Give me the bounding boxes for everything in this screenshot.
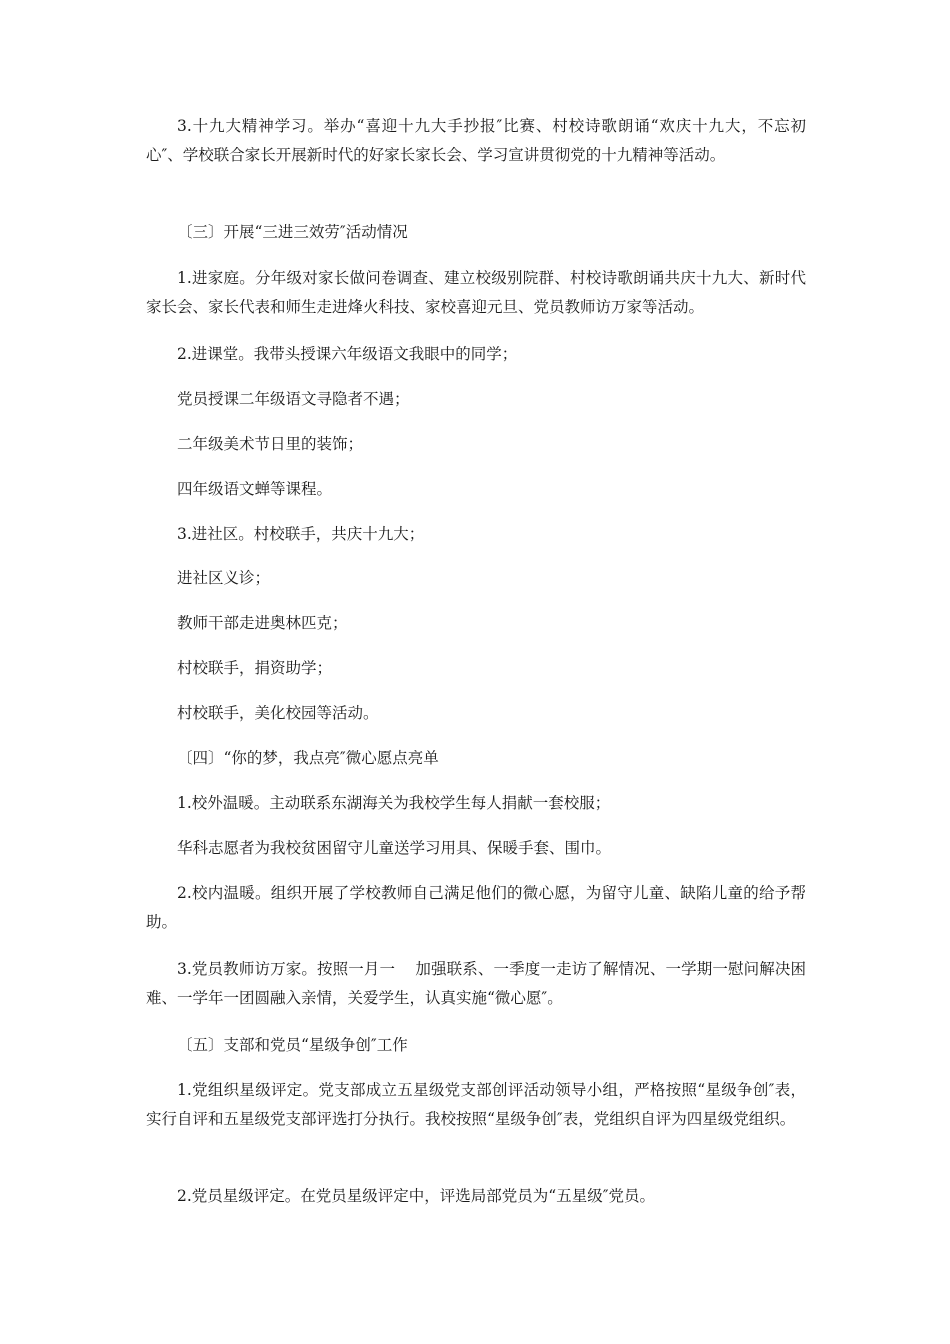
paragraph-outside-warmth: 1.校外温暖。主动联系东湖海关为我校学生每人捐献一套校服； xyxy=(177,794,611,812)
paragraph-enter-family: 1.进家庭。分年级对家长做问卷调查、建立校级别院群、村校诗歌朗诵共庆十九大、新时代家长会、家长代表和师生走进烽火科技、家校喜迎元旦、党员教师访万家等活动。 xyxy=(146,269,806,316)
section-heading-four: 〔四〕“你的梦，我点亮″微心愿点亮单 xyxy=(177,749,439,767)
paragraph-enter-community: 3.进社区。村校联手，共庆十九大； xyxy=(177,525,425,543)
paragraph-line: 四年级语文蝉等课程。 xyxy=(177,480,333,498)
paragraph-party-organization-rating: 1.党组织星级评定。党支部成立五星级党支部创评活动领导小组，严格按照“星级争创″表，实行自评和五星级党支部评选打分执行。我校按照“星级争创″表，党组织自评为四星级党组织。 xyxy=(146,1081,806,1128)
paragraph-line: 村校联手，捐资助学； xyxy=(177,659,333,677)
paragraph-teacher-visits: 3.党员教师访万家。按照一月一 加强联系、一季度一走访了解情况、一学期一慰问解决困难、一学年一团圆融入亲情，关爱学生，认真实施“微心愿″。 xyxy=(146,960,806,1007)
paragraph-inside-warmth: 2.校内温暖。组织开展了学校教师自己满足他们的微心愿，为留守儿童、缺陷儿童的给予帮助。 xyxy=(146,884,806,931)
paragraph-line: 教师干部走进奥林匹克； xyxy=(177,614,348,632)
paragraph-line: 华科志愿者为我校贫困留守儿童送学习用具、保暖手套、围巾。 xyxy=(177,839,612,857)
paragraph-line: 村校联手，美化校园等活动。 xyxy=(177,704,379,722)
paragraph-study-nineteenth-congress: 3.十九大精神学习。举办“喜迎十九大手抄报″比赛、村校诗歌朗诵“欢庆十九大，不忘初心″、学校联合家长开展新时代的好家长家长会、学习宣讲贯彻党的十九精神等活动。 xyxy=(146,117,806,164)
section-heading-five: 〔五〕支部和党员“星级争创″工作 xyxy=(177,1036,408,1054)
paragraph-enter-classroom: 2.进课堂。我带头授课六年级语文我眼中的同学； xyxy=(177,345,518,363)
paragraph-line: 进社区义诊； xyxy=(177,569,271,587)
paragraph-party-member-rating: 2.党员星级评定。在党员星级评定中，评选局部党员为“五星级″党员。 xyxy=(177,1187,656,1205)
paragraph-line: 党员授课二年级语文寻隐者不遇； xyxy=(177,390,410,408)
paragraph-line: 二年级美术节日里的装饰； xyxy=(177,435,364,453)
section-heading-three: 〔三〕开展“三进三效劳″活动情况 xyxy=(177,223,408,241)
